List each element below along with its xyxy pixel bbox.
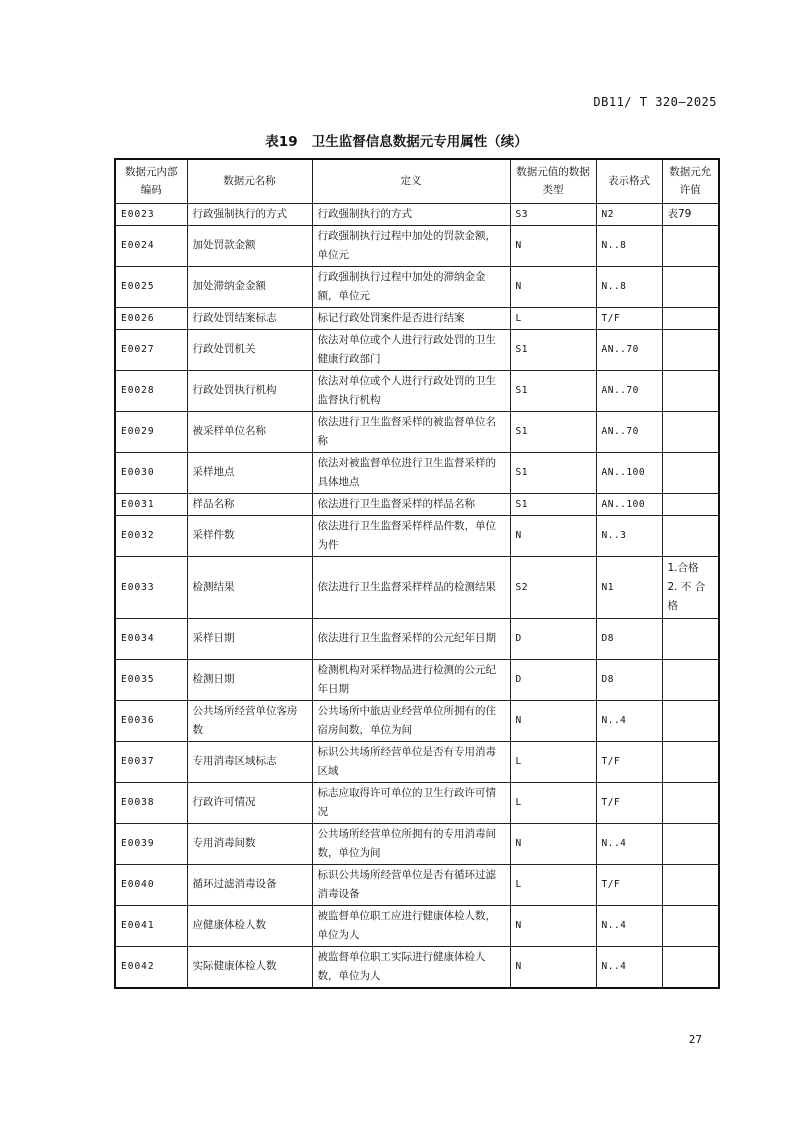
cell-type: N	[510, 266, 596, 307]
cell-code: E0030	[115, 452, 187, 493]
header-allowed: 数据元允许值	[662, 159, 719, 203]
cell-format: N2	[596, 203, 662, 225]
cell-name: 加处滞纳金金额	[187, 266, 312, 307]
cell-allowed: 1.合格 2. 不 合格	[662, 556, 719, 618]
cell-type: L	[510, 307, 596, 329]
cell-type: S1	[510, 370, 596, 411]
cell-allowed	[662, 411, 719, 452]
cell-name: 行政处罚结案标志	[187, 307, 312, 329]
cell-type: S1	[510, 411, 596, 452]
cell-type: D	[510, 659, 596, 700]
cell-format: AN..70	[596, 329, 662, 370]
cell-type: N	[510, 946, 596, 988]
table-title: 卫生监督信息数据元专用属性（续）	[311, 134, 528, 150]
header-type: 数据元值的数据类型	[510, 159, 596, 203]
cell-code: E0032	[115, 515, 187, 556]
cell-definition: 被监督单位职工应进行健康体检人数，单位为人	[312, 905, 510, 946]
cell-allowed	[662, 493, 719, 515]
table-row	[115, 741, 719, 782]
cell-allowed	[662, 946, 719, 988]
cell-definition: 行政强制执行的方式	[312, 203, 510, 225]
cell-allowed	[662, 700, 719, 741]
cell-name: 样品名称	[187, 493, 312, 515]
cell-type: L	[510, 782, 596, 823]
table-header-row	[115, 159, 719, 203]
cell-type: L	[510, 864, 596, 905]
header-code: 数据元内部编码	[115, 159, 187, 203]
cell-code: E0038	[115, 782, 187, 823]
cell-name: 公共场所经营单位客房数	[187, 700, 312, 741]
cell-code: E0028	[115, 370, 187, 411]
cell-definition: 依法进行卫生监督采样样品件数，单位为件	[312, 515, 510, 556]
cell-type: S3	[510, 203, 596, 225]
cell-definition: 被监督单位职工实际进行健康体检人数，单位为人	[312, 946, 510, 988]
cell-allowed	[662, 266, 719, 307]
header-format: 表示格式	[596, 159, 662, 203]
cell-name: 行政处罚机关	[187, 329, 312, 370]
table-row	[115, 823, 719, 864]
cell-format: T/F	[596, 307, 662, 329]
cell-allowed	[662, 307, 719, 329]
cell-definition: 依法进行卫生监督采样的公元纪年日期	[312, 618, 510, 659]
cell-format: N..8	[596, 266, 662, 307]
cell-code: E0031	[115, 493, 187, 515]
cell-definition: 公共场所中旅店业经营单位所拥有的住宿房间数，单位为间	[312, 700, 510, 741]
cell-name: 专用消毒间数	[187, 823, 312, 864]
table-row	[115, 493, 719, 515]
cell-format: T/F	[596, 741, 662, 782]
cell-name: 采样日期	[187, 618, 312, 659]
cell-definition: 公共场所经营单位所拥有的专用消毒间数，单位为间	[312, 823, 510, 864]
cell-definition: 依法进行卫生监督采样的样品名称	[312, 493, 510, 515]
table-row	[115, 370, 719, 411]
page-number: 27	[688, 1033, 702, 1046]
document-code: DB11/ T 320—2025	[593, 95, 717, 109]
table-row	[115, 307, 719, 329]
cell-type: S1	[510, 493, 596, 515]
cell-name: 加处罚款金额	[187, 225, 312, 266]
cell-name: 行政许可情况	[187, 782, 312, 823]
cell-definition: 检测机构对采样物品进行检测的公元纪年日期	[312, 659, 510, 700]
cell-definition: 依法对单位或个人进行行政处罚的卫生健康行政部门	[312, 329, 510, 370]
cell-format: D8	[596, 659, 662, 700]
cell-format: N..3	[596, 515, 662, 556]
cell-allowed	[662, 452, 719, 493]
cell-name: 应健康体检人数	[187, 905, 312, 946]
cell-allowed	[662, 823, 719, 864]
table-row	[115, 203, 719, 225]
cell-format: N..4	[596, 946, 662, 988]
cell-code: E0036	[115, 700, 187, 741]
cell-name: 检测结果	[187, 556, 312, 618]
cell-name: 采样件数	[187, 515, 312, 556]
cell-type: N	[510, 515, 596, 556]
cell-type: N	[510, 700, 596, 741]
table-row	[115, 618, 719, 659]
cell-name: 循环过滤消毒设备	[187, 864, 312, 905]
table-row	[115, 700, 719, 741]
table-row	[115, 266, 719, 307]
cell-format: N..4	[596, 700, 662, 741]
header-name: 数据元名称	[187, 159, 312, 203]
cell-definition: 依法对被监督单位进行卫生监督采样的具体地点	[312, 452, 510, 493]
cell-format: T/F	[596, 782, 662, 823]
cell-format: D8	[596, 618, 662, 659]
table-row	[115, 329, 719, 370]
cell-definition: 依法进行卫生监督采样的被监督单位名称	[312, 411, 510, 452]
data-element-table	[114, 158, 720, 989]
table-row	[115, 556, 719, 618]
cell-name: 采样地点	[187, 452, 312, 493]
cell-type: S2	[510, 556, 596, 618]
cell-allowed	[662, 905, 719, 946]
cell-code: E0033	[115, 556, 187, 618]
cell-format: T/F	[596, 864, 662, 905]
cell-allowed	[662, 741, 719, 782]
cell-name: 实际健康体检人数	[187, 946, 312, 988]
cell-code: E0037	[115, 741, 187, 782]
header-definition: 定义	[312, 159, 510, 203]
cell-allowed: 表79	[662, 203, 719, 225]
cell-allowed	[662, 618, 719, 659]
table-row	[115, 452, 719, 493]
cell-name: 检测日期	[187, 659, 312, 700]
cell-definition: 标记行政处罚案件是否进行结案	[312, 307, 510, 329]
cell-code: E0041	[115, 905, 187, 946]
cell-type: S1	[510, 452, 596, 493]
cell-definition: 依法进行卫生监督采样样品的检测结果	[312, 556, 510, 618]
cell-name: 行政处罚执行机构	[187, 370, 312, 411]
table-row	[115, 659, 719, 700]
table-row	[115, 515, 719, 556]
cell-code: E0027	[115, 329, 187, 370]
cell-definition: 标志应取得许可单位的卫生行政许可情况	[312, 782, 510, 823]
cell-name: 行政强制执行的方式	[187, 203, 312, 225]
cell-type: S1	[510, 329, 596, 370]
table-caption	[0, 130, 793, 150]
cell-allowed	[662, 515, 719, 556]
cell-allowed	[662, 864, 719, 905]
cell-type: D	[510, 618, 596, 659]
cell-name: 专用消毒区域标志	[187, 741, 312, 782]
cell-code: E0029	[115, 411, 187, 452]
cell-format: N..4	[596, 905, 662, 946]
cell-allowed	[662, 370, 719, 411]
cell-allowed	[662, 782, 719, 823]
cell-definition: 依法对单位或个人进行行政处罚的卫生监督执行机构	[312, 370, 510, 411]
cell-name: 被采样单位名称	[187, 411, 312, 452]
table-row	[115, 946, 719, 988]
table-body	[115, 203, 719, 988]
cell-type: N	[510, 905, 596, 946]
cell-allowed	[662, 329, 719, 370]
cell-format: N1	[596, 556, 662, 618]
cell-code: E0034	[115, 618, 187, 659]
cell-format: AN..70	[596, 370, 662, 411]
cell-definition: 标识公共场所经营单位是否有专用消毒区域	[312, 741, 510, 782]
cell-definition: 行政强制执行过程中加处的罚款金额，单位元	[312, 225, 510, 266]
table-row	[115, 864, 719, 905]
cell-format: AN..100	[596, 452, 662, 493]
cell-code: E0026	[115, 307, 187, 329]
cell-code: E0042	[115, 946, 187, 988]
cell-format: N..8	[596, 225, 662, 266]
cell-code: E0024	[115, 225, 187, 266]
table-row	[115, 905, 719, 946]
table-row	[115, 782, 719, 823]
table-number: 表19	[265, 134, 298, 150]
cell-code: E0039	[115, 823, 187, 864]
cell-allowed	[662, 659, 719, 700]
cell-code: E0040	[115, 864, 187, 905]
cell-format: AN..100	[596, 493, 662, 515]
cell-type: L	[510, 741, 596, 782]
cell-allowed	[662, 225, 719, 266]
cell-type: N	[510, 225, 596, 266]
cell-definition: 行政强制执行过程中加处的滞纳金金额，单位元	[312, 266, 510, 307]
table-row	[115, 411, 719, 452]
cell-code: E0023	[115, 203, 187, 225]
table-row	[115, 225, 719, 266]
cell-type: N	[510, 823, 596, 864]
cell-definition: 标识公共场所经营单位是否有循环过滤消毒设备	[312, 864, 510, 905]
cell-code: E0025	[115, 266, 187, 307]
cell-format: N..4	[596, 823, 662, 864]
cell-format: AN..70	[596, 411, 662, 452]
cell-code: E0035	[115, 659, 187, 700]
